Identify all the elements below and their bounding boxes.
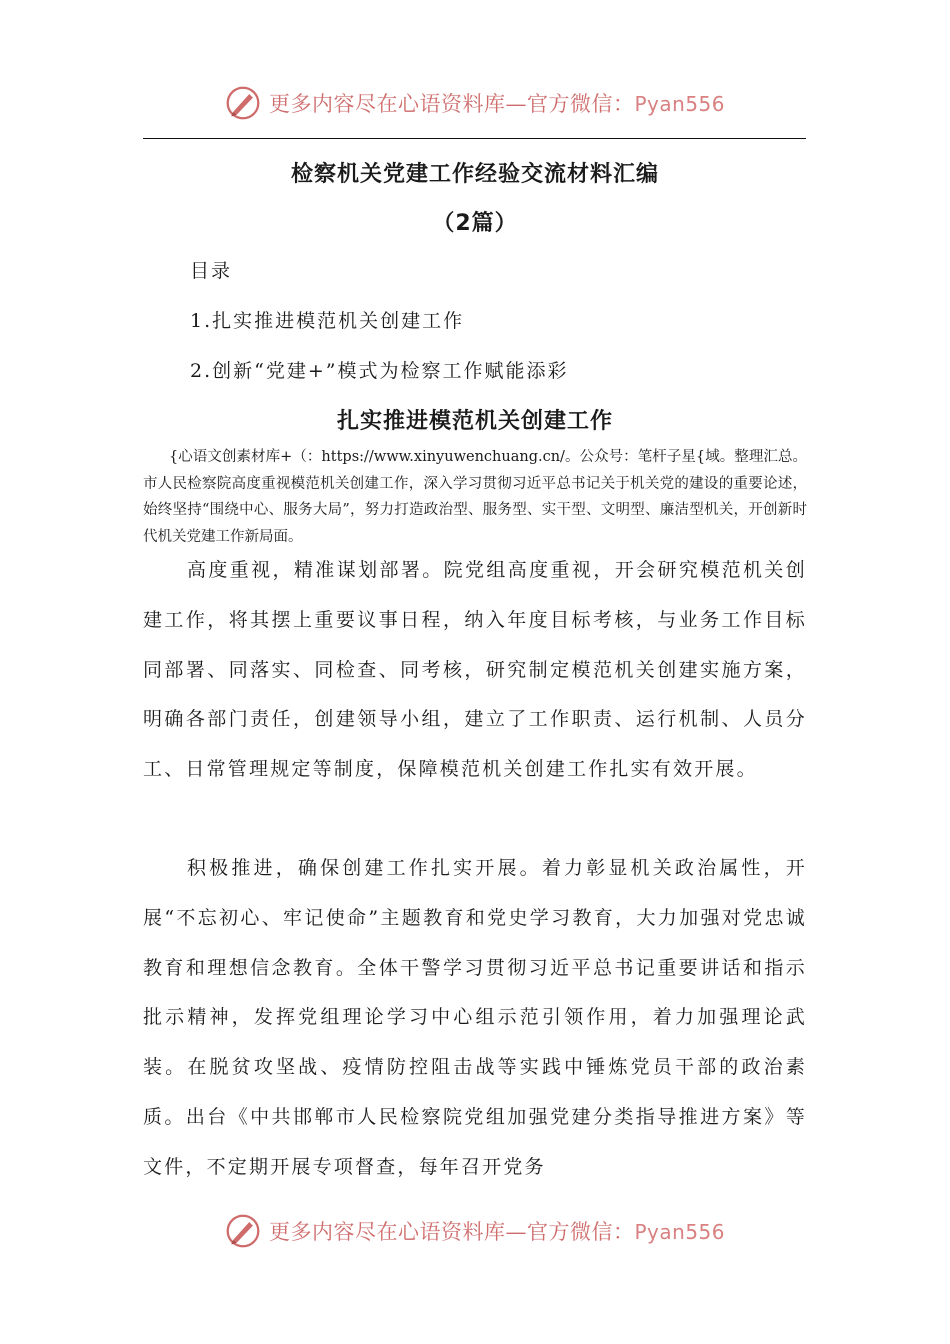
pen-logo-icon <box>225 85 261 121</box>
header-banner <box>0 78 950 128</box>
footer-banner <box>0 1206 950 1256</box>
section-title: 扎实推进模范机关创建工作 <box>336 409 613 434</box>
banner-text: 更多内容尽在心语资料库—官方微信：Pyan556 <box>268 92 725 116</box>
toc-item: 1.扎实推进模范机关创建工作 <box>190 310 465 332</box>
section-intro: {心语文创素材库+（：https://www.xinyuwenchuang.cn/。公众号：笔杆子星{域。整理汇总。市人民检察院高度重视模范机关创建工作，深入学习贯彻习近平总书记关于机关党的建设的重要论述，始终坚持“围绕中心、服务大局”，努力打造政治型、服务型、实干型、文明型、廉洁型机关，开创新时代机关党建工作新局面。 <box>143 449 807 545</box>
toc-heading: 目录 <box>190 260 233 282</box>
toc-item: 2.创新“党建+”模式为检察工作赋能添彩 <box>190 360 569 382</box>
banner-text: 更多内容尽在心语资料库—官方微信：Pyan556 <box>268 1220 725 1244</box>
header-rule <box>143 138 806 139</box>
document-title: 检察机关党建工作经验交流材料汇编 <box>290 162 659 187</box>
document-subtitle: （2篇） <box>432 211 518 236</box>
body-paragraph: 高度重视，精准谋划部署。院党组高度重视，开会研究模范机关创建工作，将其摆上重要议事日程，纳入年度目标考核，与业务工作目标同部署、同落实、同检查、同考核，研究制定模范机关创建实施方案，明确各部门责任，创建领导小组，建立了工作职责、运行机制、人员分工、日常管理规定等制度，保障模范机关创建工作扎实有效开展。 <box>143 559 807 781</box>
body-paragraph: 积极推进，确保创建工作扎实开展。着力彰显机关政治属性，开展“不忘初心、牢记使命”主题教育和党史学习教育，大力加强对党忠诚教育和理想信念教育。全体干警学习贯彻习近平总书记重要讲话和指示批示精神，发挥党组理论学习中心组示范引领作用，着力加强理论武装。在脱贫攻坚战、疫情防控阻击战等实践中锤炼党员干部的政治素质。出台《中共邯郸市人民检察院党组加强党建分类指导推进方案》等文件，不定期开展专项督查，每年召开党务 <box>143 857 807 1178</box>
pen-logo-icon <box>225 1213 261 1249</box>
